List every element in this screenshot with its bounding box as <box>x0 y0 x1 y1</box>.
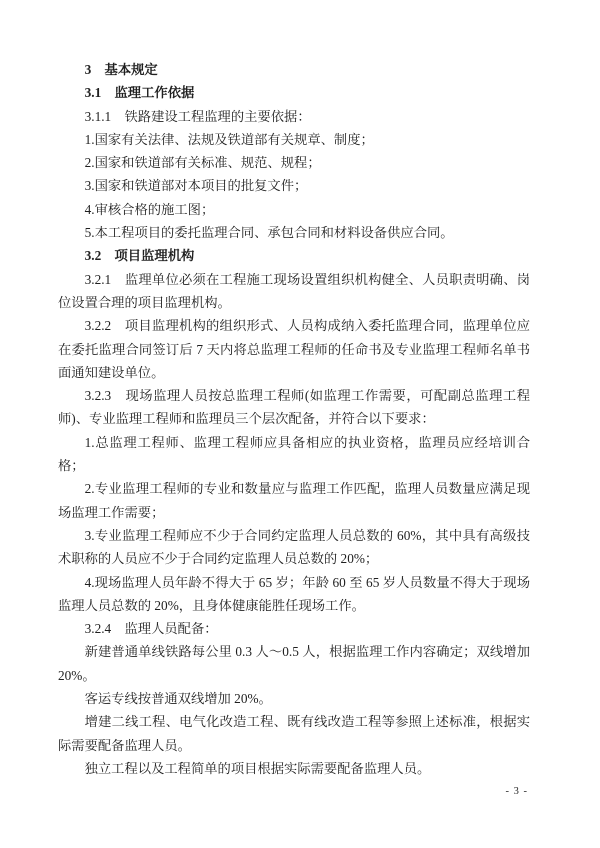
list-item-basis-1: 1.国家有关法律、法规及铁道部有关规章、制度； <box>84 131 374 147</box>
clause-3-2-3: 3.2.3 现场监理人员按总监理工程师(如监理工作需要，可配副总监理工程师)、专业监理工程师和监理员三个层次配备，并符合以下要求： <box>58 388 530 427</box>
staffing-para-passenger-line: 客运专线按普通双线增加 20%。 <box>84 691 272 707</box>
list-item-requirement-3: 3.专业监理工程师应不少于合同约定监理人员总数的 60%，其中具有高级技术职称的人员应不少于合同约定监理人员总数的 20%； <box>58 527 530 567</box>
staffing-para-single-line: 新建普通单线铁路每公里 0.3 人～0.5 人，根据监理工作内容确定；双线增加 20%。 <box>58 644 530 683</box>
heading-section-3-2: 3.2 项目监理机构 <box>84 248 195 264</box>
document-body <box>58 58 530 780</box>
page-number: - 3 - <box>505 786 528 797</box>
clause-3-2-1: 3.2.1 监理单位必须在工程施工现场设置组织机构健全、人员职责明确、岗位设置合理的项目监理机构。 <box>58 271 530 310</box>
list-item-basis-3: 3.国家和铁道部对本项目的批复文件； <box>84 178 308 194</box>
staffing-para-second-line-projects: 增建二线工程、电气化改造工程、既有线改造工程等参照上述标准，根据实际需要配备监理人员。 <box>58 714 530 753</box>
heading-section-3-1: 3.1 监理工作依据 <box>84 85 195 101</box>
list-item-requirement-4: 4.现场监理人员年龄不得大于 65 岁；年龄 60 至 65 岁人员数量不得大于现场监理人员总数的 20%，且身体健康能胜任现场工作。 <box>58 574 530 613</box>
clause-3-2-2: 3.2.2 项目监理机构的组织形式、人员构成纳入委托监理合同，监理单位应在委托监理合同签订后 7 天内将总监理工程师的任命书及专业监理工程师名单书面通知建设单位。 <box>58 318 530 380</box>
list-item-requirement-2: 2.专业监理工程师的专业和数量应与监理工作匹配，监理人员数量应满足现场监理工作需要； <box>58 481 530 520</box>
list-item-basis-2: 2.国家和铁道部有关标准、规范、规程； <box>84 155 321 171</box>
staffing-para-independent-projects: 独立工程以及工程简单的项目根据实际需要配备监理人员。 <box>84 760 431 776</box>
clause-3-2-4: 3.2.4 监理人员配备： <box>84 621 218 637</box>
list-item-requirement-1: 1.总监理工程师、监理工程师应具备相应的执业资格，监理员应经培训合格； <box>58 434 530 474</box>
heading-chapter-3: 3 基本规定 <box>84 62 158 77</box>
list-item-basis-5: 5.本工程项目的委托监理合同、承包合同和材料设备供应合同。 <box>84 225 454 241</box>
clause-3-1-1: 3.1.1 铁路建设工程监理的主要依据： <box>84 108 311 124</box>
list-item-basis-4: 4.审核合格的施工图； <box>84 201 215 217</box>
